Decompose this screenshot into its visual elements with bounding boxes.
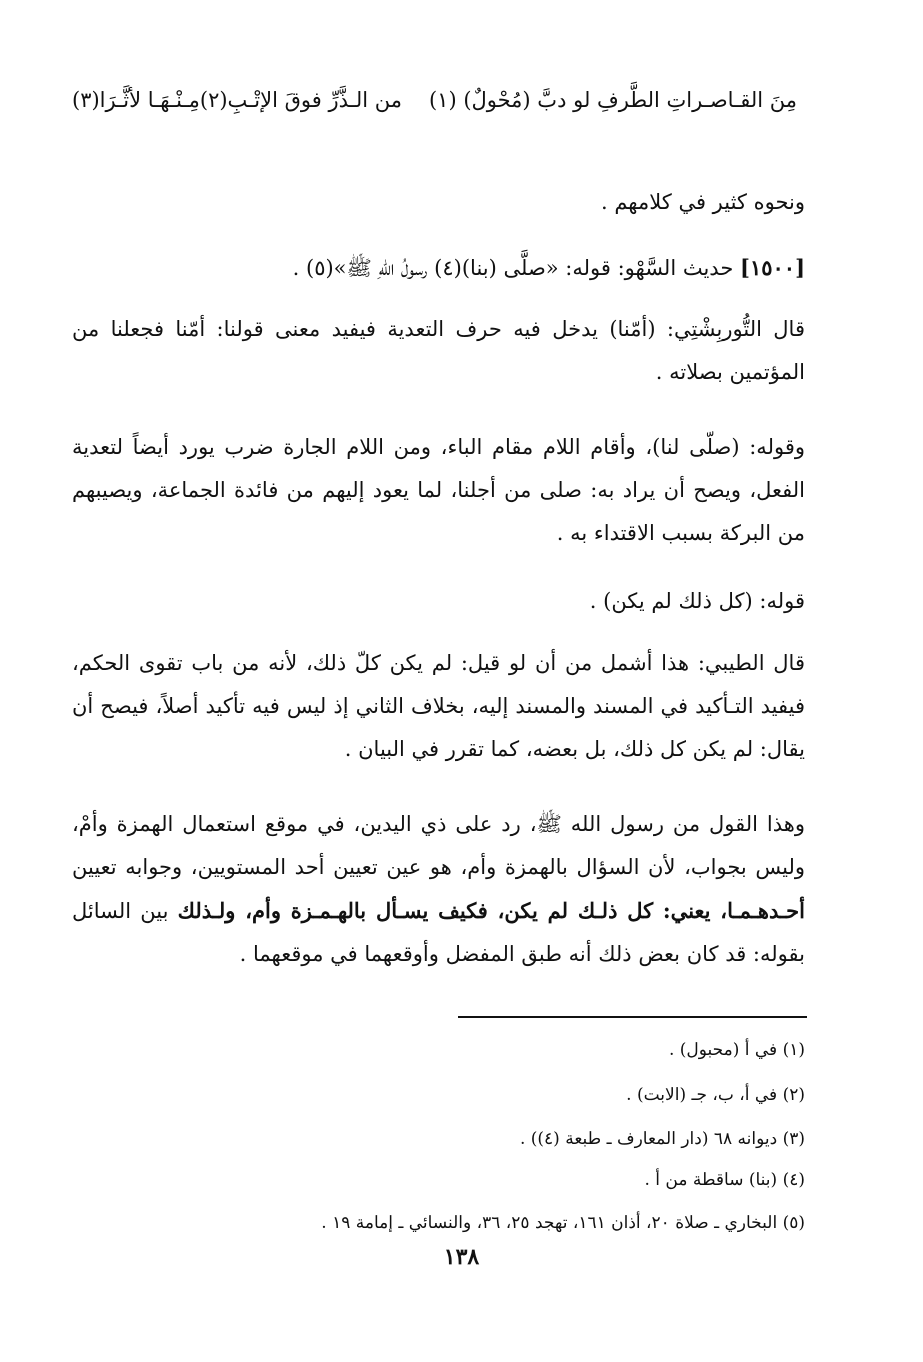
paragraph-salla-lana: وقوله: (صلّى لنا)، وأقام اللام مقام الباء، ومن اللام الجارة ضرب يورد أيضاً لتعدية الفعل، ويصح أن يراد به: صلى من أجلنا، لما يعود إليهم من فائدة الجماعة، ويصيبهم من البركة بسبب الاقتداء به .: [72, 435, 805, 545]
hadith-number: [١٥٠٠]: [740, 255, 805, 280]
paragraph-tibi: قال الطيبي: هذا أشمل من أن لو قيل: لم يكن كلّ ذلك، لأنه من باب تقوى الحكم، فيفيد التـأكيد في المسند والمسند إليه، بخلاف الثاني إذ ليس فيه تأكيد أصلاً، فيصح أن يقال: لم يكن كل ذلك، بل بعضه، كما تقرر في البيان .: [72, 651, 805, 761]
page-number: ١٣٨: [443, 1244, 480, 1270]
footnote-4: (٤) (بنا) ساقطة من أ .: [644, 1170, 805, 1190]
footnote-5: (٥) البخاري ـ صلاة ٢٠، أذان ١٦١، تهجد ٢٥، ٣٦، والنسائي ـ إمامة ١٩ .: [321, 1213, 805, 1233]
footnote-3: (٣) ديوانه ٦٨ (دار المعارف ـ طبعة (٤)) .: [519, 1129, 805, 1149]
hadith-heading-text: حديث السَّهْو: قوله: «صلَّى (بنا)(٤) رسولُ اللهِ ﷺ»(٥) .: [292, 256, 734, 280]
verse-second-hemistich: من الـذَّرِّ فوقَ الإتْـبِ(٢)مِـنْـهَـا لأثَّـرَا(٣): [72, 88, 402, 112]
footnote-2: (٢) في أ، ب، جـ (الابت) .: [626, 1085, 805, 1105]
paragraph-qawluhu: قوله: (كل ذلك لم يكن) .: [589, 589, 805, 613]
hadith-heading: [72, 246, 805, 290]
footnote-divider: [458, 1016, 807, 1018]
paragraph-rasul-part2: بين السائل بقوله: قد كان بعض ذلك أنه طبق المفضل وأوقعهما في موقعهما .: [72, 899, 805, 966]
paragraph-1: ونحوه كثير في كلامهم .: [600, 190, 805, 214]
paragraph-rasul-bold: أحـدهـمـا، يعني: كل ذلـك لم يكن، فكيف يسـأل بالهـمـزة وأم، ولـذلك: [177, 898, 805, 923]
paragraph-turbishti: قال التُّوربِشْتِي: (أمّنا) يدخل فيه حرف التعدية فيفيد معنى قولنا: أمّنا فجعلنا من المؤتمين بصلاته .: [72, 317, 805, 384]
verse-first-hemistich: مِنَ القـاصـراتِ الطَّرفِ لو دبَّ (مُحْولٌ) (١): [428, 88, 797, 112]
footnote-1: (١) في أ (محبول) .: [668, 1040, 805, 1060]
paragraph-rasul-part1: وهذا القول من رسول الله ﷺ، رد على ذي اليدين، في موقع استعمال الهمزة وأمْ، وليس بجواب، لأن السؤال بالهمزة وأم، هو عين تعيين أحد المستويين، وجوابه تعيين: [72, 812, 805, 879]
paragraph-rasul: [72, 803, 805, 976]
